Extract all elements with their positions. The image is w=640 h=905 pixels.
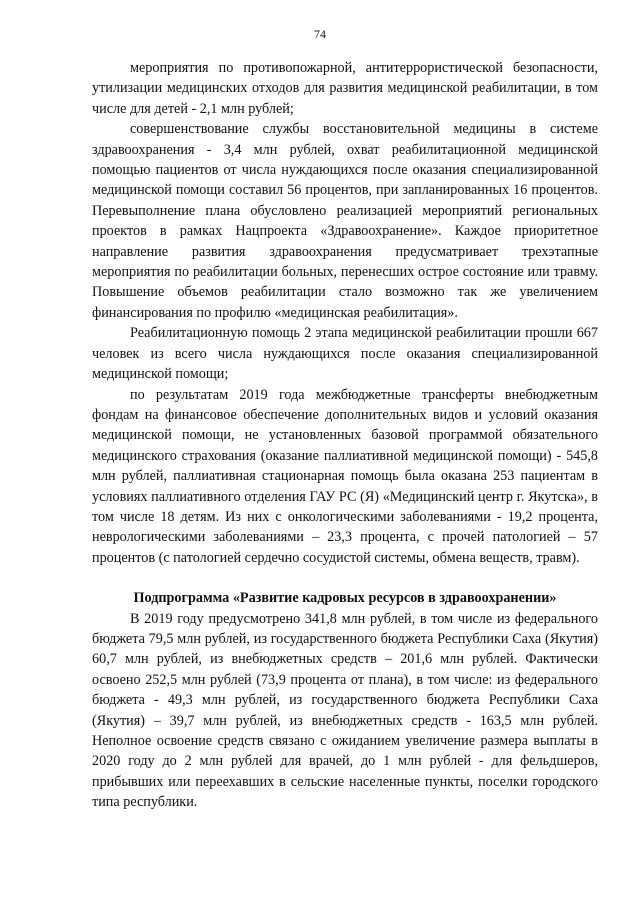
- subprogram-heading: Подпрограмма «Развитие кадровых ресурсов в здравоохранении»: [133, 590, 557, 607]
- paragraph-rehabilitation-stage-2: Реабилитационную помощь 2 этапа медицинской реабилитации прошли 667 человек из всего числа нуждающихся после оказания специализированной медицинской помощи;: [92, 325, 598, 383]
- page-number: 74: [314, 27, 326, 41]
- document-body: [92, 58, 598, 813]
- paragraph-palliative-care: по результатам 2019 года межбюджетные трансферты внебюджетным фондам на финансовое обеспечение дополнительных видов и условий оказания медицинской помощи, не установленных базовой программой обязательного медицинского страхования (оказание паллиативной медицинской помощи) - 545,8 млн рублей, паллиативная стационарная помощь была оказана 253 пациентам в условиях паллиативного отделения ГАУ РС (Я) «Медицинский центр г. Якутска», в том числе 18 детям. Из них с онкологическими заболеваниями - 19,2 процента, неврологическими заболеваниями – 23,3 процента, с прочей патологией – 57 процентов (с патологией сердечно сосудистой системы, обмена веществ, травм).: [92, 386, 598, 566]
- paragraph-restorative-medicine: совершенствование службы восстановительной медицины в системе здравоохранения - 3,4 млн рублей, охват реабилитационной медицинской помощью пациентов от числа нуждающихся после оказания специализированной медицинской помощи составил 56 процентов, при запланированных 16 процентов. Перевыполнение плана обусловлено реализацией мероприятий региональных проектов в рамках Нацпроекта «Здравоохранение». Каждое приоритетное направление развития здравоохранения предусматривает трехэтапные мероприятия по реабилитации больных, перенесших острое состояние или травму. Повышение объемов реабилитации стало возможно так же увеличением финансирования по профилю «медицинская реабилитация».: [92, 121, 598, 321]
- paragraph-subprogram-funding: В 2019 году предусмотрено 341,8 млн рублей, в том числе из федерального бюджета 79,5 млн рублей, из государственного бюджета Республики Саха (Якутия) 60,7 млн рублей, из внебюджетных средств – 201,6 млн рублей. Фактически освоено 252,5 млн рублей (73,9 процента от плана), в том числе: из федерального бюджета - 49,3 млн рублей, из государственного бюджета Республики Саха (Якутия) – 39,7 млн рублей, из внебюджетных средств - 163,5 млн рублей. Неполное освоение средств связано с ожиданием увеличение размера выплаты в 2020 году до 2 млн рублей для врачей, до 1 млн рублей - для фельдшеров, прибывших или переехавших в сельские населенные пункты, поселки городского типа республики.: [92, 610, 598, 811]
- section-spacer: [92, 568, 598, 588]
- paragraph-fire-safety: мероприятия по противопожарной, антитеррористической безопасности, утилизации медицинских отходов для развития медицинской реабилитации, в том числе для детей - 2,1 млн рублей;: [92, 60, 598, 117]
